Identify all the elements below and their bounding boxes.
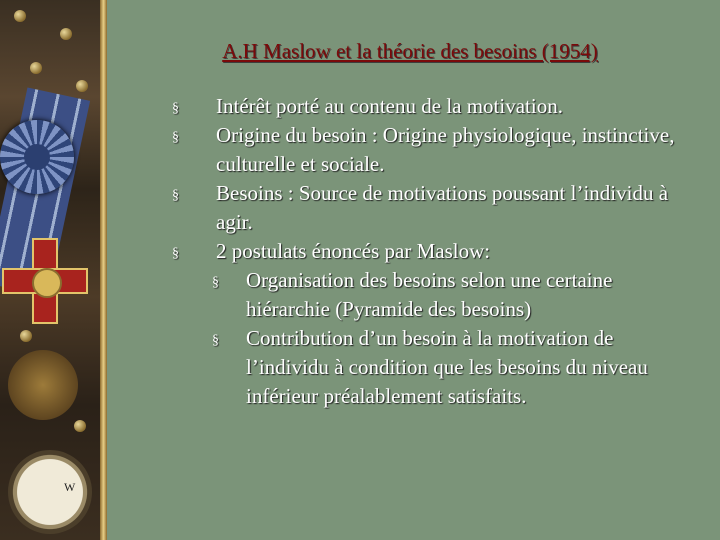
stud-ornament (74, 420, 86, 432)
stud-ornament (76, 80, 88, 92)
bullet-item (172, 92, 692, 121)
gold-divider-bar (100, 0, 107, 540)
bullet-icon: § (172, 246, 179, 261)
slide-body (172, 92, 692, 411)
stud-ornament (20, 330, 32, 342)
bullet-icon: § (172, 188, 179, 203)
compass-image (8, 450, 92, 534)
rosette-medal (0, 120, 74, 194)
bullet-icon: § (212, 333, 219, 348)
cross-medal (2, 238, 88, 324)
bullet-icon: § (172, 130, 179, 145)
compass-letter: W (64, 480, 76, 494)
bullet-item (172, 179, 692, 237)
bullet-text: Intérêt porté au contenu de la motivation. (216, 94, 563, 118)
slide-title: A.H Maslow et la théorie des besoins (1954) (222, 39, 598, 63)
bullet-item (172, 237, 692, 266)
bullet-icon: § (212, 275, 219, 290)
stud-ornament (30, 62, 42, 74)
stud-ornament (60, 28, 72, 40)
bronze-medal (8, 350, 78, 420)
sub-bullet-item (172, 324, 692, 411)
bullet-icon: § (172, 101, 179, 116)
bullet-item (172, 121, 692, 179)
sub-bullet-text: Organisation des besoins selon une certaine hiérarchie (Pyramide des besoins) (246, 268, 613, 321)
bullet-text: Besoins : Source de motivations poussant l’individu à agir. (216, 181, 669, 234)
bullet-text: 2 postulats énoncés par Maslow: (216, 239, 491, 263)
bullet-text: Origine du besoin : Origine physiologique, instinctive, culturelle et sociale. (216, 123, 675, 176)
decorative-photo-strip (0, 0, 100, 540)
sub-bullet-text: Contribution d’un besoin à la motivation de l’individu à condition que les besoins du niveau inférieur préalablement satisfaits. (246, 326, 648, 408)
stud-ornament (14, 10, 26, 22)
sub-bullet-item (172, 266, 692, 324)
